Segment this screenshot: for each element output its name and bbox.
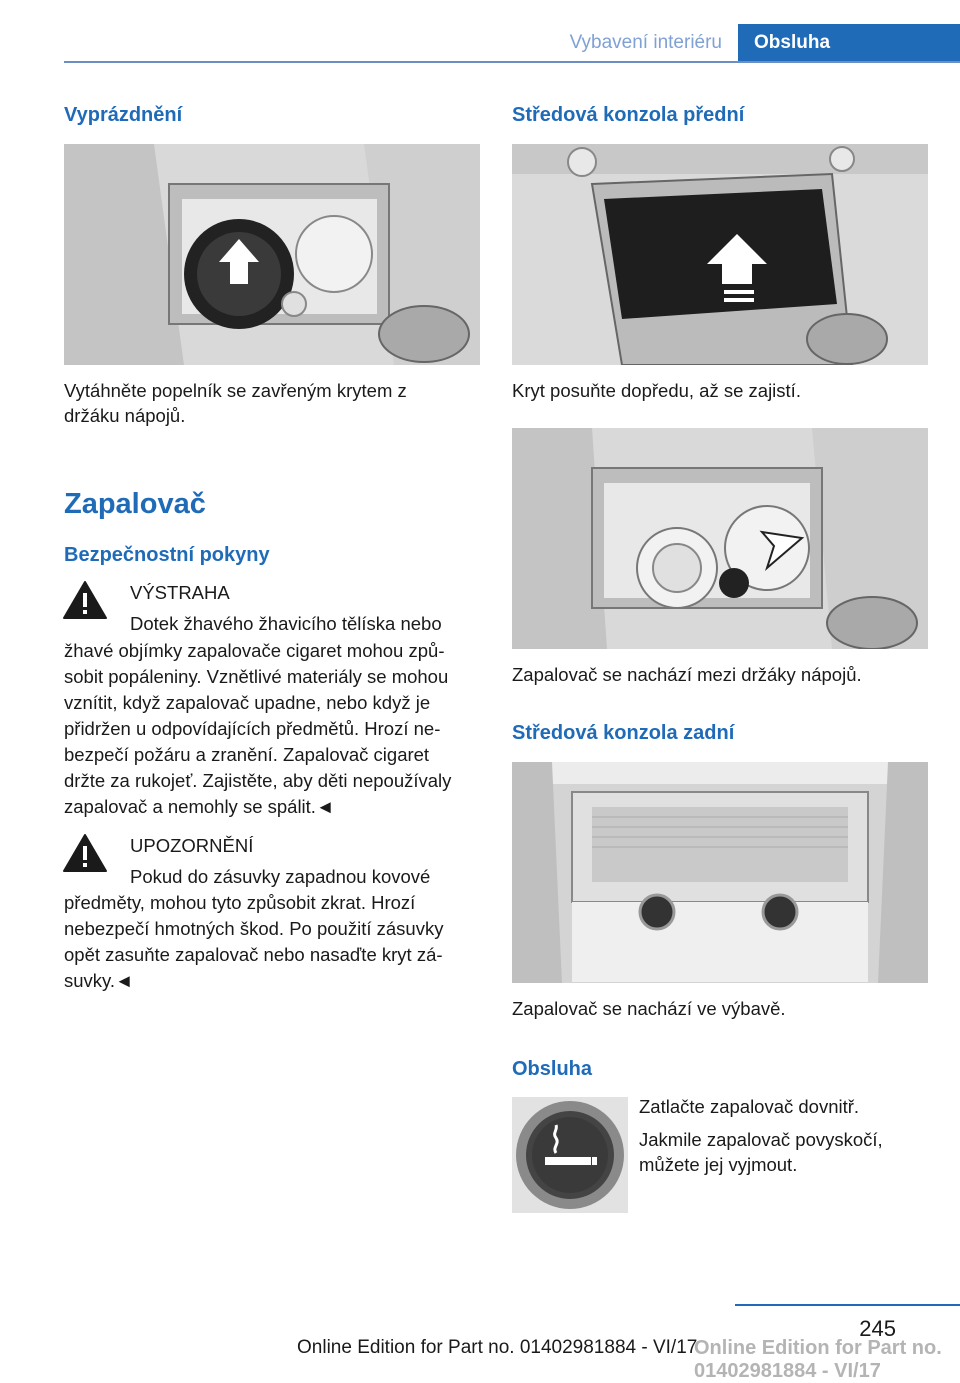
header-tab: Obsluha [738, 24, 960, 61]
front-caption-1: Kryt posuňte dopředu, až se zajistí. [512, 380, 801, 401]
header-chapter: Vybavení interiéru [569, 32, 722, 53]
front-console-heading: Středová konzola přední [512, 104, 745, 126]
notice-icon [62, 833, 108, 873]
operation-line-1: Zatlačte zapalovač dovnitř. [639, 1096, 860, 1117]
warning-line: Dotek žhavého žhavicího tělíska nebo [130, 613, 442, 634]
emptying-heading: Vyprázdnění [64, 104, 183, 126]
notice-title: UPOZORNĚNÍ [130, 835, 254, 856]
lighter-heading: Zapalovač [64, 488, 206, 520]
header-rule [64, 61, 960, 63]
edition-text: Online Edition for Part no. 01402981884 - VI/17 [297, 1337, 698, 1358]
notice-line: suvky.◄ [64, 970, 134, 991]
warning-title: VÝSTRAHA [130, 582, 230, 603]
figure-ashtray [64, 144, 480, 365]
emptying-caption-2: držáku nápojů. [64, 405, 186, 426]
operation-heading: Obsluha [512, 1058, 593, 1080]
figure-front-lighter [512, 428, 928, 649]
safety-heading: Bezpečnostní pokyny [64, 544, 270, 566]
warning-line: bezpečí požáru a zranění. Zapalovač cigaret [64, 744, 430, 765]
figure-rear-console [512, 762, 928, 983]
emptying-caption-1: Vytáhněte popelník se zavřeným krytem z [64, 380, 407, 401]
notice-line: Pokud do zásuvky zapadnou kovové [130, 866, 431, 887]
figure-lighter-button [512, 1097, 628, 1213]
figure-front-cover [512, 144, 928, 365]
warning-line: sobit popáleniny. Vznětlivé materiály se mohou [64, 666, 449, 687]
warning-icon [62, 580, 108, 620]
watermark-text: Online Edition for Part no. 01402981884 - VI/17 [694, 1337, 942, 1382]
operation-line-2b: můžete jej vyjmout. [639, 1154, 798, 1175]
front-caption-2: Zapalovač se nachází mezi držáky nápojů. [512, 664, 862, 685]
footer-rule [735, 1304, 960, 1306]
operation-line-2a: Jakmile zapalovač povyskočí, [639, 1129, 883, 1150]
notice-line: opět zasuňte zapalovač nebo nasaďte kryt zá- [64, 944, 443, 965]
notice-line: nebezpečí hmotných škod. Po použití zásuvky [64, 918, 444, 939]
warning-line: vznítit, když zapalovač upadne, nebo když je [64, 692, 431, 713]
rear-console-heading: Středová konzola zadní [512, 722, 735, 744]
warning-line: žhavé objímky zapalovače cigaret mohou způ- [64, 640, 445, 661]
warning-line: přidržen u odpovídajících předmětů. Hrozí ne- [64, 718, 441, 739]
warning-line: zapalovač a nemohly se spálit.◄ [64, 796, 335, 817]
notice-line: předměty, mohou tyto způsobit zkrat. Hrozí [64, 892, 416, 913]
warning-line: držte za rukojeť. Zajistěte, aby děti nepoužívaly [64, 770, 452, 791]
page-number: 245 [859, 1316, 896, 1341]
rear-caption: Zapalovač se nachází ve výbavě. [512, 998, 786, 1019]
